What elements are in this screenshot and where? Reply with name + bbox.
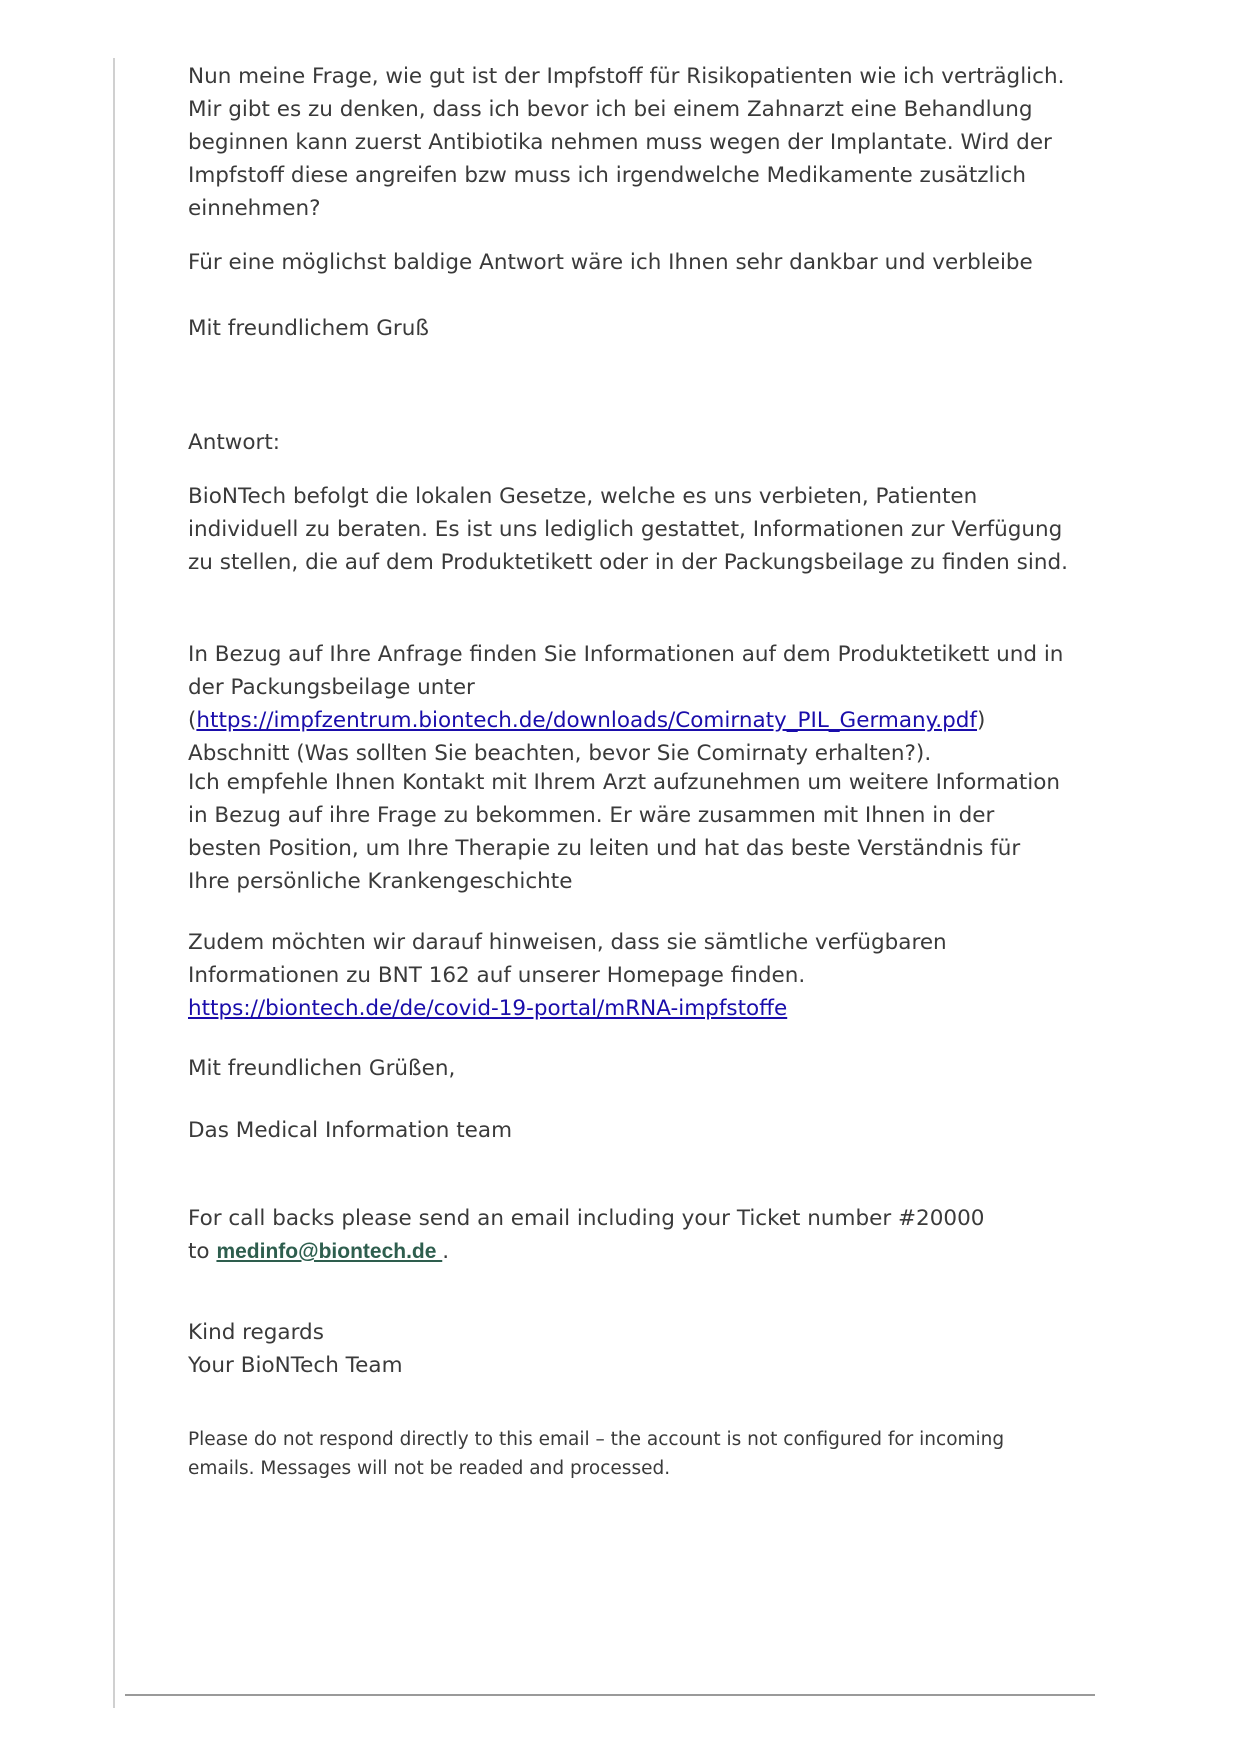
answer-paragraph-1: BioNTech befolgt die lokalen Gesetze, welche es uns verbieten, Patienten individuell zu beraten. Es ist uns lediglich gestattet, Informationen zur Verfügung zu stellen, die auf dem Produktetikett oder in der Packungsbeilage zu finden sind. [188, 484, 1068, 575]
answer-heading: Antwort: [188, 430, 281, 455]
answer-closing: Mit freundlichen Grüßen, [188, 1056, 456, 1081]
callback-end: . [442, 1239, 450, 1264]
callback-email-link[interactable]: medinfo@biontech.de [216, 1240, 443, 1263]
regards-block [188, 1316, 1068, 1382]
answer-paragraph-4 [188, 926, 1068, 1025]
disclaimer: Please do not respond directly to this email – the account is not configured for incoming emails. Messages will not be readed and processed. [188, 1429, 1005, 1479]
quote-left-border [113, 58, 115, 1708]
answer-paragraph-3: Ich empfehle Ihnen Kontakt mit Ihrem Arzt aufzunehmen um weitere Information in Bezug auf ihre Frage zu bekommen. Er wäre zusammen mit Ihnen in der besten Position, um Ihre Therapie zu leiten und hat das beste Verständnis für Ihre persönliche Krankengeschichte [188, 770, 1061, 894]
callback-text: For call backs please send an email including your Ticket number #20000 [188, 1206, 985, 1231]
homepage-link[interactable]: https://biontech.de/de/covid-19-portal/mRNA-impfstoffe [188, 996, 788, 1021]
answer-paragraph-2-intro: In Bezug auf Ihre Anfrage finden Sie Informationen auf dem Produktetikett und in der Packungsbeilage unter [188, 642, 1064, 700]
pil-link[interactable]: https://impfzentrum.biontech.de/downloads/Comirnaty_PIL_Germany.pdf [196, 708, 978, 733]
team-signature: Das Medical Information team [188, 1118, 513, 1143]
callback-email-line [188, 1235, 1068, 1268]
open-paren: ( [188, 708, 197, 733]
question-paragraph: Nun meine Frage, wie gut ist der Impfstoff für Risikopatienten wie ich verträglich. Mir gibt es zu denken, dass ich bevor ich bei einem Zahnarzt eine Behandlung beginnen kann zuerst Antibiotika nehmen muss wegen der Implantate. Wird der Impfstoff diese angreifen bzw muss ich irgendwelche Medikamente zusätzlich einnehmen? [188, 64, 1065, 221]
callback-to: to [188, 1239, 210, 1264]
callback-paragraph [188, 1202, 1068, 1268]
bottom-divider [125, 1694, 1095, 1696]
close-paren: ) [977, 708, 986, 733]
question-closing: Mit freundlichem Gruß [188, 316, 429, 341]
answer-paragraph-2-section: Abschnitt (Was sollten Sie beachten, bevor Sie Comirnaty erhalten?). [188, 741, 932, 766]
kind-regards: Kind regards [188, 1320, 324, 1345]
pil-link-line [188, 704, 1068, 737]
answer-paragraph-2 [188, 638, 1068, 770]
team-name: Your BioNTech Team [188, 1353, 403, 1378]
request-paragraph: Für eine möglichst baldige Antwort wäre ich Ihnen sehr dankbar und verbleibe [188, 250, 1033, 275]
answer-paragraph-4-text: Zudem möchten wir darauf hinweisen, dass sie sämtliche verfügbaren Informationen zu BNT 162 auf unserer Homepage finden. [188, 930, 947, 988]
homepage-link-line [188, 992, 1068, 1025]
